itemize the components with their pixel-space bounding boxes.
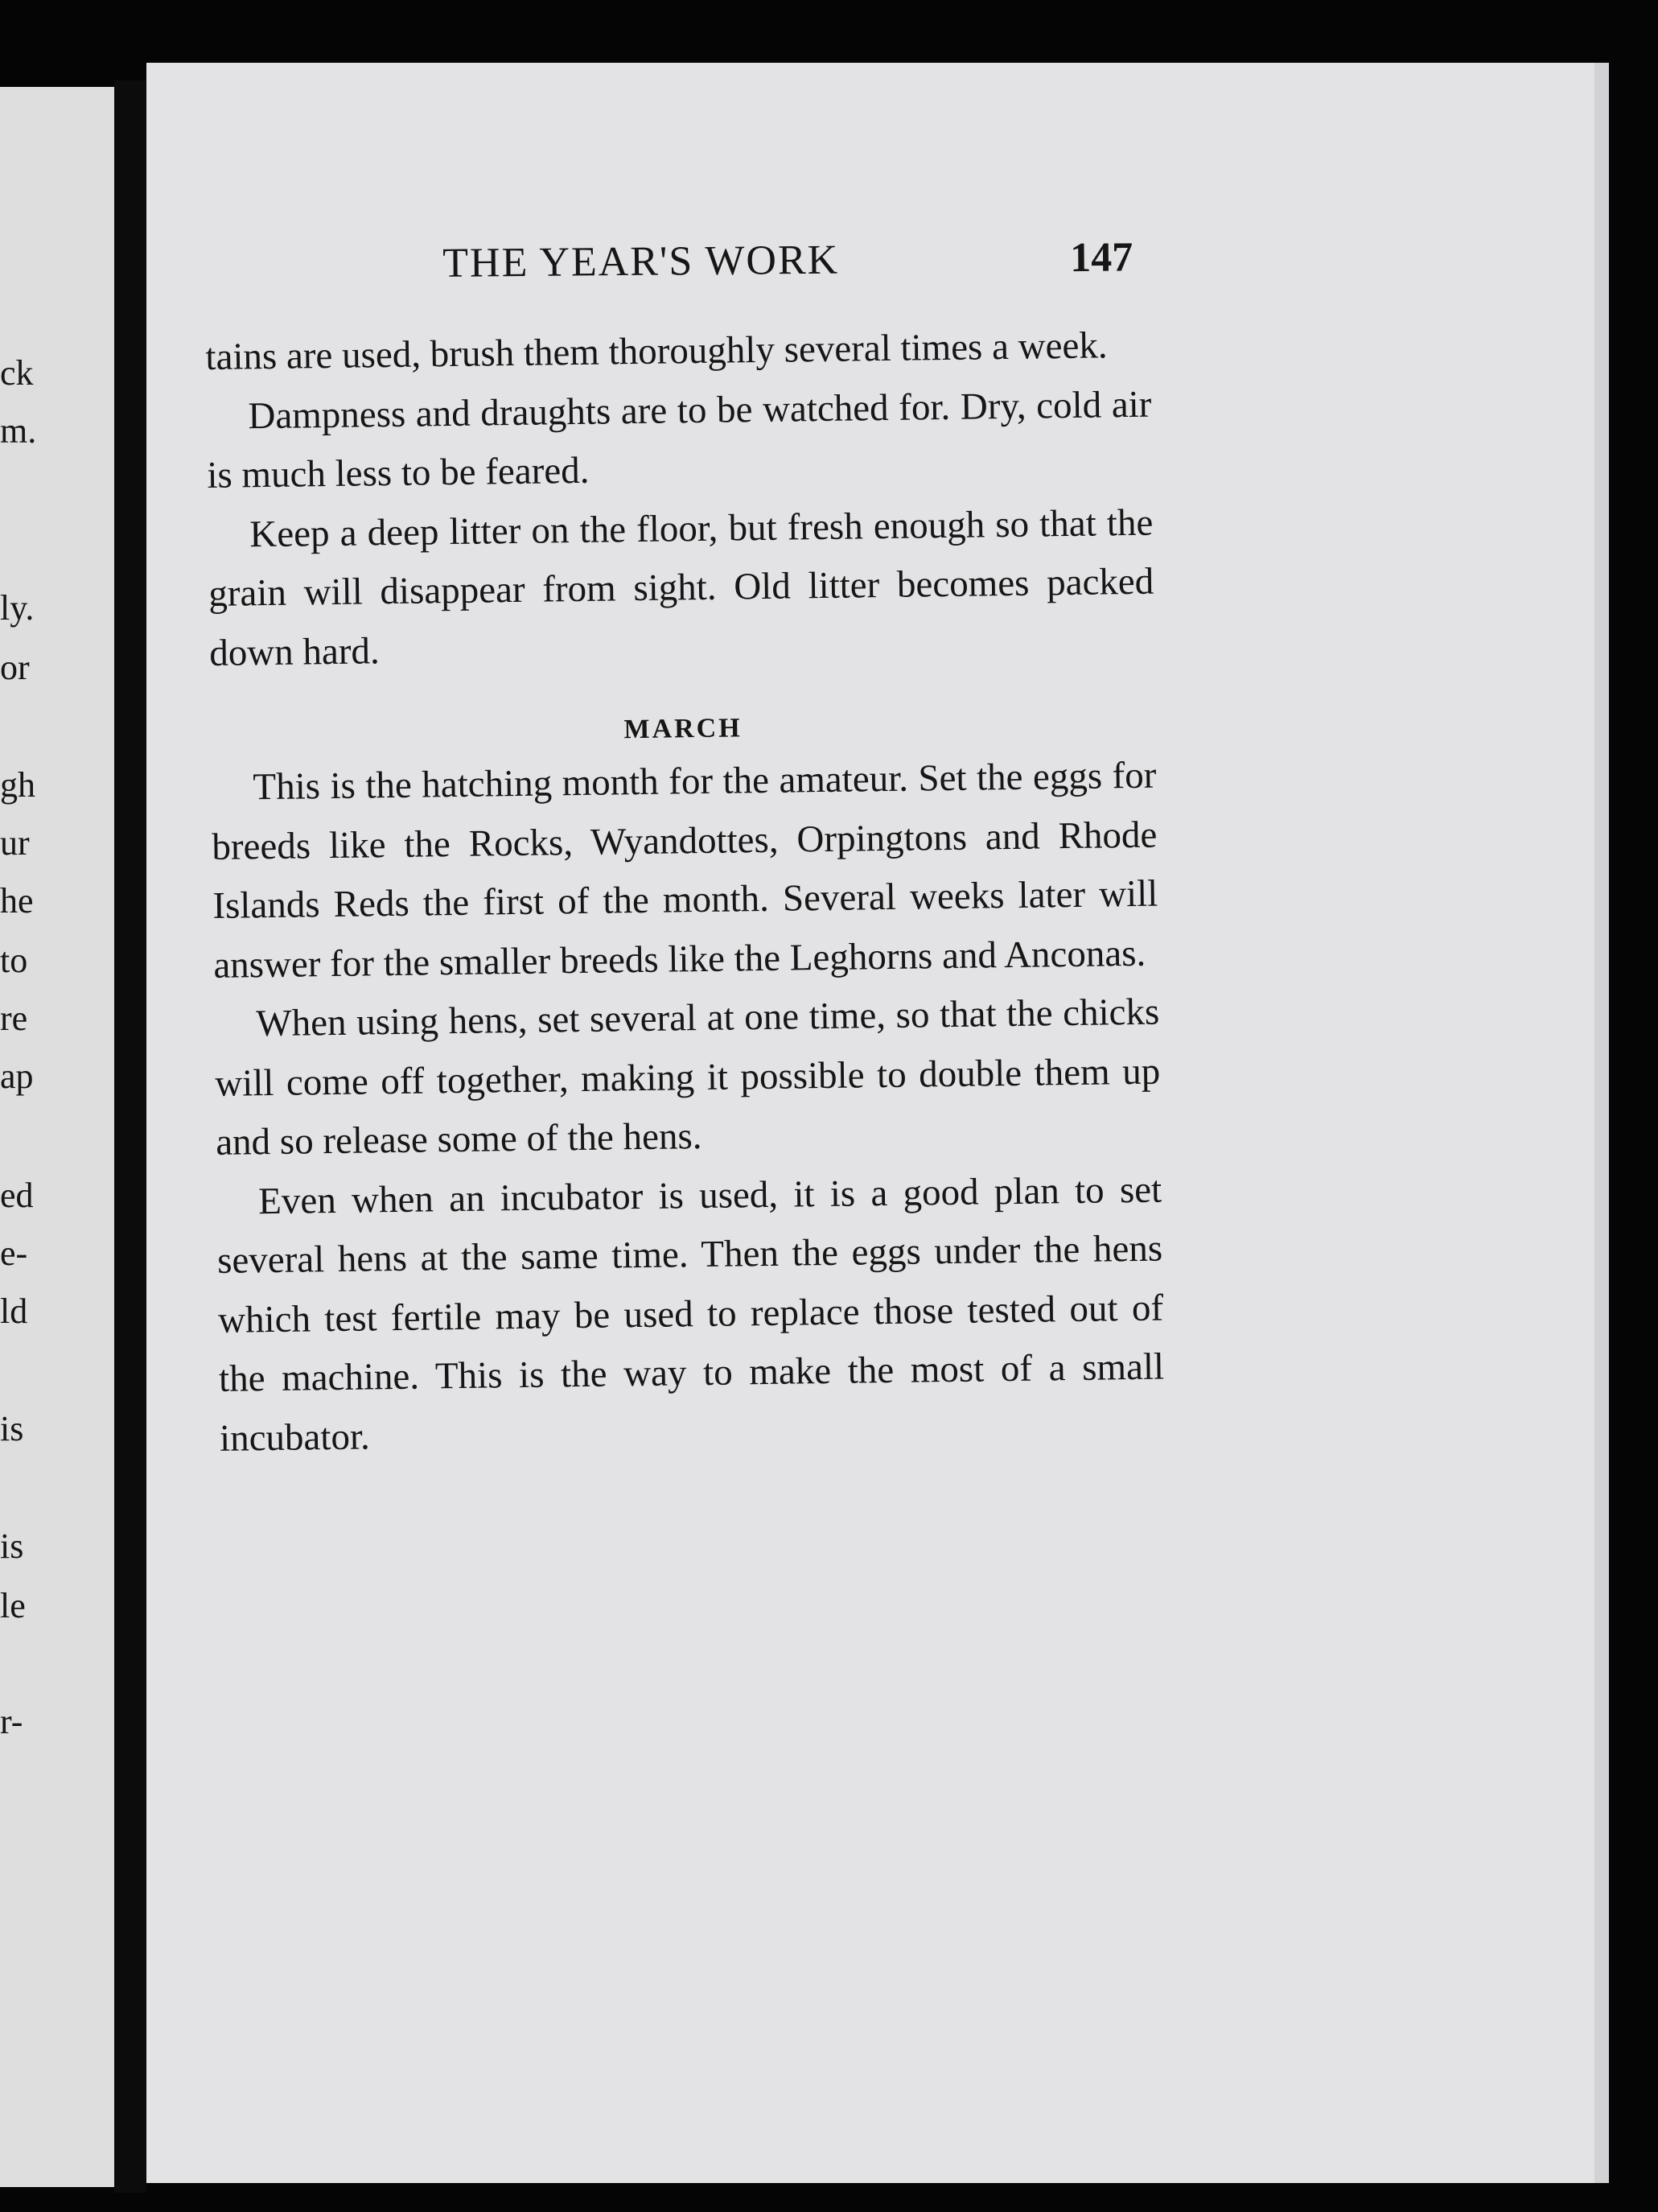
paragraph: tains are used, brush them thoroughly several times a week.	[205, 324, 1108, 378]
facing-page-fragment: ck	[0, 353, 34, 393]
page-header	[434, 233, 1142, 288]
facing-page-fragment: e-	[0, 1234, 28, 1273]
section-heading: MARCH	[623, 713, 743, 745]
facing-page-fragment: he	[0, 881, 34, 921]
facing-page-fragment: r-	[0, 1702, 23, 1741]
running-head: THE YEAR'S WORK	[442, 237, 840, 286]
paragraph: When using hens, set several at one time, so that the chicks will come off together, making it possible to double them up and so release some of the hens.	[214, 991, 1161, 1164]
facing-page-fragment: ur	[0, 823, 30, 863]
paragraph: Even when an incubator is used, it is a good plan to set several hens at the same time. Then the eggs under the hens which test fertile may be used to replace those tested out of the machine. This is the way to make the most of a small incubator.	[216, 1168, 1165, 1460]
facing-page-fragment: ly.	[0, 588, 35, 628]
facing-page-fragment: re	[0, 999, 28, 1038]
facing-page	[0, 87, 114, 2187]
book-gutter	[114, 80, 146, 2193]
facing-page-fragment: le	[0, 1586, 26, 1625]
paragraph: Dampness and draughts are to be watched for. Dry, cold air is much less to be feared.	[207, 383, 1152, 496]
page-edge	[1594, 63, 1609, 2183]
facing-page-fragment: is	[0, 1409, 24, 1448]
body-text	[205, 316, 1165, 1468]
paragraph: Keep a deep litter on the floor, but fresh enough so that the grain will disappear from sight. Old litter becomes packed down hard.	[208, 501, 1154, 674]
page-number: 147	[1069, 234, 1133, 282]
facing-page-fragment: ld	[0, 1291, 28, 1331]
facing-page-fragment: gh	[0, 765, 35, 805]
facing-page-fragment: m.	[0, 411, 37, 451]
paragraph: This is the hatching month for the amateur. Set the eggs for breeds like the Rocks, Wyandottes, Orpingtons and Rhode Islands Reds the first of the month. Several weeks later will answer for the smaller breeds like the Leghorns and Anconas.	[212, 754, 1158, 987]
facing-page-fragment: or	[0, 648, 30, 687]
facing-page-fragment: to	[0, 941, 28, 980]
facing-page-fragment: ed	[0, 1176, 34, 1215]
facing-page-fragment: is	[0, 1526, 24, 1566]
facing-page-fragment: ap	[0, 1057, 34, 1096]
